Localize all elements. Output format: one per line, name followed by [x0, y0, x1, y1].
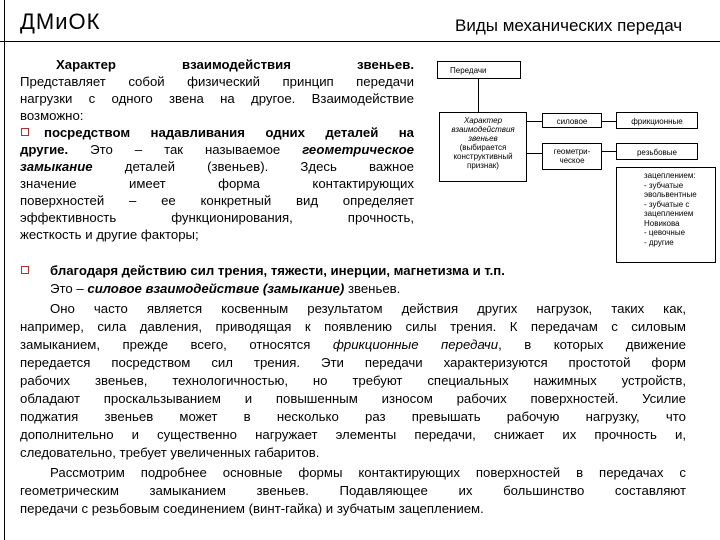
gear-list-item: зацеплением: [644, 171, 696, 180]
diagram-connector [602, 121, 616, 122]
criterion-text: Характер [463, 116, 503, 125]
bullet1-bold-word: другие. [20, 142, 69, 157]
p3-line: обладают проскальзыванием и повышенным износом рабочих поверхностей. Усилие [20, 391, 686, 406]
criterion-text: взаимодействия [451, 125, 515, 134]
bullet-marker [21, 266, 29, 274]
bullet2-text: Это – [50, 281, 88, 296]
gear-list-item: - зубчатые с [644, 199, 690, 209]
p3-line: Оно часто является косвенным результатом действия других нагрузок, таких как, [50, 301, 686, 316]
left-border-line [4, 0, 5, 540]
bullet1-text: Это – так называемое [68, 142, 303, 157]
diagram-force-box: силовое [542, 113, 602, 128]
bullet2-line: благодаря действию сил трения, тяжести, инерции, магнетизма и т.п. [50, 263, 505, 278]
p1-line: Представляет собой физический принцип передачи [20, 74, 414, 89]
gear-list-item: - другие [644, 237, 674, 247]
p3-line: передается посредством сил трения. Эти передачи характеризуются простотой форм [20, 355, 686, 370]
diagram-friction-box: фрикционные [616, 112, 698, 129]
gear-list-item: зацеплением [644, 209, 694, 218]
p4-line: Рассмотрим подробнее основные формы контактирующих поверхностей в передачах с [50, 465, 686, 480]
p4-line: передачи с резьбовым соединением (винт-гайка) и зубчатым зацеплением. [20, 501, 484, 516]
gear-list-item: - цевочные [644, 228, 686, 237]
gear-list [644, 171, 718, 247]
p1-line: возможно: [20, 108, 84, 123]
p3-text: замыканием, прежде всего, относятся [20, 337, 333, 352]
diagram-geometric-box [542, 143, 602, 170]
geometric-text: ческое [559, 156, 585, 165]
p3-line: поджатия звеньев может в несколько раз превышать рабочую нагрузку, что [20, 409, 686, 424]
slide-title: Виды механических передач [455, 16, 683, 35]
brand-label: ДМиОК [20, 9, 101, 34]
p3-term: фрикционные передачи [332, 337, 499, 352]
bullet1-line [20, 158, 414, 175]
bullet1-line: поверхностей – ее конкретный вид определяет [20, 193, 414, 208]
gear-list-item: Новикова [644, 218, 680, 228]
diagram-connector [602, 151, 616, 152]
criterion-text: (выбирается [459, 143, 507, 152]
bullet1-term: замыкание [20, 159, 93, 174]
bullet2-line [50, 280, 650, 297]
gear-list-item: - зубчатые [644, 180, 684, 190]
bullet1-line: посредством надавливания одних деталей на [44, 125, 414, 140]
gear-list-item: эвольвентные [644, 190, 697, 199]
p4-line: геометрическим замыканием звеньев. Подавляющее их большинство составляют [20, 483, 686, 498]
p1-heading: Характер взаимодействия звеньев. [56, 57, 414, 72]
p3-line [20, 336, 686, 353]
bullet1-text: деталей (звеньев). Здесь важное [92, 159, 414, 174]
p3-line: следовательно, требует увеличенных габаритов. [20, 445, 320, 460]
criterion-text: признак) [467, 161, 499, 170]
bullet1-term: геометрическое [302, 142, 414, 157]
bullet-marker [21, 128, 29, 136]
bullet1-line: эффективность функционирования, прочность, [20, 210, 414, 225]
bullet2-text: звеньев. [344, 281, 401, 296]
bullet1-line: значение имеет форма контактирующих [20, 176, 414, 191]
p3-line: например, сила давления, приводящая к появлению силы трения. К передачам с силовым [20, 319, 686, 334]
bullet1-line [20, 141, 414, 158]
p3-text: , в которых движение [498, 337, 686, 352]
diagram-root-box: Передачи [437, 61, 521, 79]
geometric-text: геометри- [553, 147, 591, 156]
p3-line: дополнительно и существенно нагружает элементы передачи, снижает их прочность и, [20, 427, 686, 442]
diagram-connector [527, 121, 542, 122]
bullet2-term: силовое взаимодействие (замыкание) [87, 281, 345, 296]
p3-line: рабочих звеньев, технологичностью, но требуют специальных нажимных устройств, [20, 373, 686, 388]
header-divider [0, 41, 720, 42]
diagram-connector [527, 153, 542, 154]
criterion-text: конструктивный [453, 152, 513, 161]
diagram-criterion-box [439, 112, 527, 182]
diagram-connector [478, 79, 479, 112]
diagram-threaded-box: резьбовые [616, 143, 698, 160]
p1-line: нагрузки с одного звена на другое. Взаимодействие [20, 91, 414, 106]
criterion-text: звеньев [468, 134, 498, 143]
bullet1-line: жесткость и другие факторы; [20, 227, 199, 242]
